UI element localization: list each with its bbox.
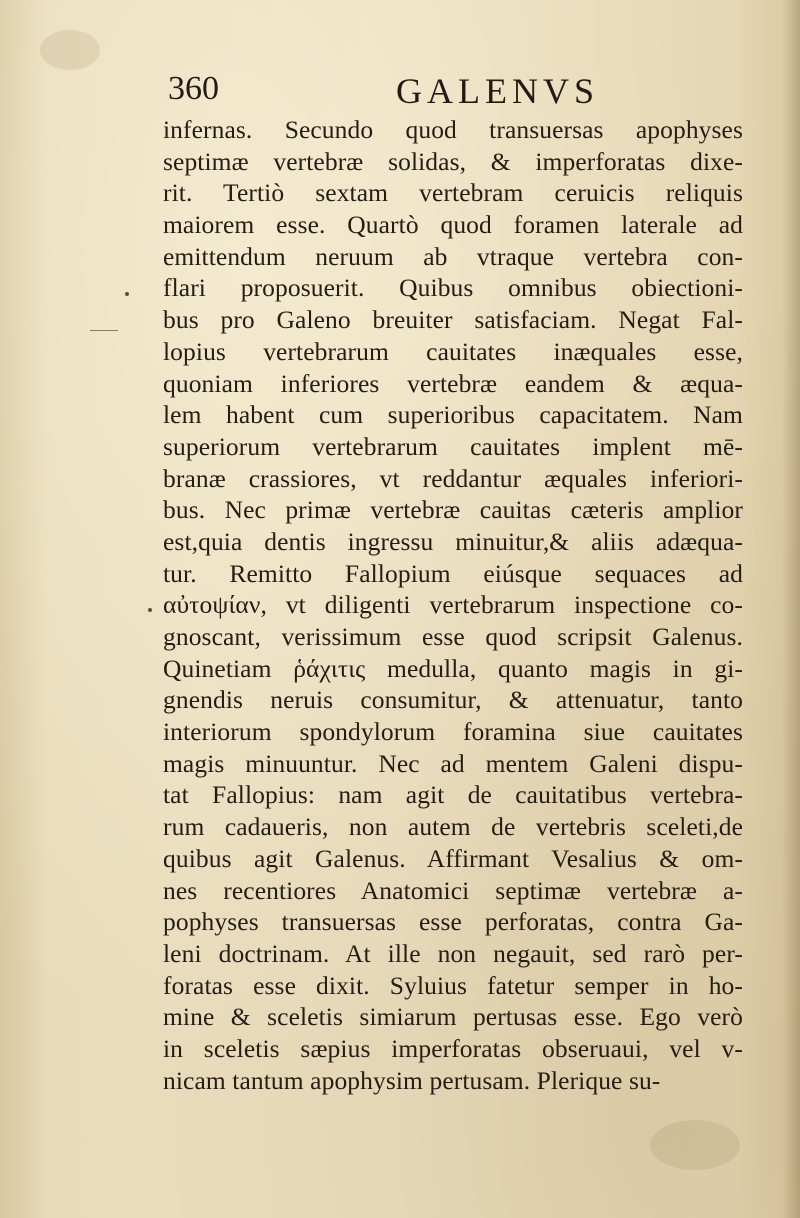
text-line: rum cadaueris, non autem de vertebris sceleti,de <box>163 812 743 842</box>
page-edge-shadow <box>782 0 800 1218</box>
margin-mark <box>90 330 118 331</box>
text-line: tur. Remitto Fallopium eiúsque sequaces ad <box>163 558 743 588</box>
text-line: septimæ vertebræ solidas, & imperforatas dixe- <box>163 146 743 176</box>
text-line: pophyses transuersas esse perforatas, contra Ga- <box>163 907 743 937</box>
paper-stain <box>650 1120 740 1170</box>
text-line: branæ crassiores, vt reddantur æquales inferiori- <box>163 463 743 493</box>
text-line: mine & sceletis simiarum pertusas esse. Ego verò <box>163 1002 743 1032</box>
text-line: gnoscant, verissimum esse quod scripsit Galenus. <box>163 622 743 651</box>
text-line: rit. Tertiò sextam vertebram ceruicis reliquis <box>163 178 743 208</box>
text-line: emittendum neruum ab vtraque vertebra con- <box>163 241 743 271</box>
text-line: αὐτοψίαν, vt diligenti vertebrarum inspectione co- <box>163 590 743 620</box>
text-line: interiorum spondylorum foramina siue cauitates <box>163 717 743 747</box>
text-line: flari proposuerit. Quibus omnibus obiectioni- <box>163 273 743 303</box>
text-line: in sceletis sæpius imperforatas obseruaui, vel v- <box>163 1033 743 1063</box>
margin-dot <box>148 608 152 612</box>
text-line: est,quia dentis ingressu minuitur,& aliis adæqua- <box>163 526 743 556</box>
text-line: infernas. Secundo quod transuersas apophyses <box>163 115 743 144</box>
body-text <box>163 114 743 1096</box>
text-line: gnendis neruis consumitur, & attenuatur, tanto <box>163 685 743 715</box>
text-line: lem habent cum superioribus capacitatem. Nam <box>163 400 743 430</box>
text-line: tat Fallopius: nam agit de cauitatibus vertebra- <box>163 780 743 810</box>
text-line: nes recentiores Anatomici septimæ vertebræ a- <box>163 875 743 905</box>
text-line: nicam tantum apophysim pertusam. Plerique su- <box>163 1065 661 1095</box>
paper-stain <box>40 30 100 70</box>
running-head: GALENVS <box>396 71 599 111</box>
text-line: maiorem esse. Quartò quod foramen laterale ad <box>163 210 743 240</box>
text-line: foratas esse dixit. Syluius fatetur semper in ho- <box>163 970 743 1000</box>
margin-dot <box>125 292 129 296</box>
page-header <box>168 70 738 114</box>
text-line: leni doctrinam. At ille non negauit, sed rarò per- <box>163 938 743 968</box>
text-line: Quinetiam ῥάχιτις medulla, quanto magis in gi- <box>163 653 743 683</box>
text-line: magis minuuntur. Nec ad mentem Galeni dispu- <box>163 748 743 778</box>
text-line: bus pro Galeno breuiter satisfaciam. Negat Fal- <box>163 305 743 335</box>
text-line: superiorum vertebrarum cauitates implent mē- <box>163 431 743 461</box>
text-line: bus. Nec primæ vertebræ cauitas cæteris amplior <box>163 495 743 525</box>
page-number: 360 <box>168 70 219 107</box>
text-line: quibus agit Galenus. Affirmant Vesalius & om- <box>163 843 743 873</box>
text-line: lopius vertebrarum cauitates inæquales esse, <box>163 336 743 366</box>
text-line: quoniam inferiores vertebræ eandem & æqua- <box>163 368 743 398</box>
